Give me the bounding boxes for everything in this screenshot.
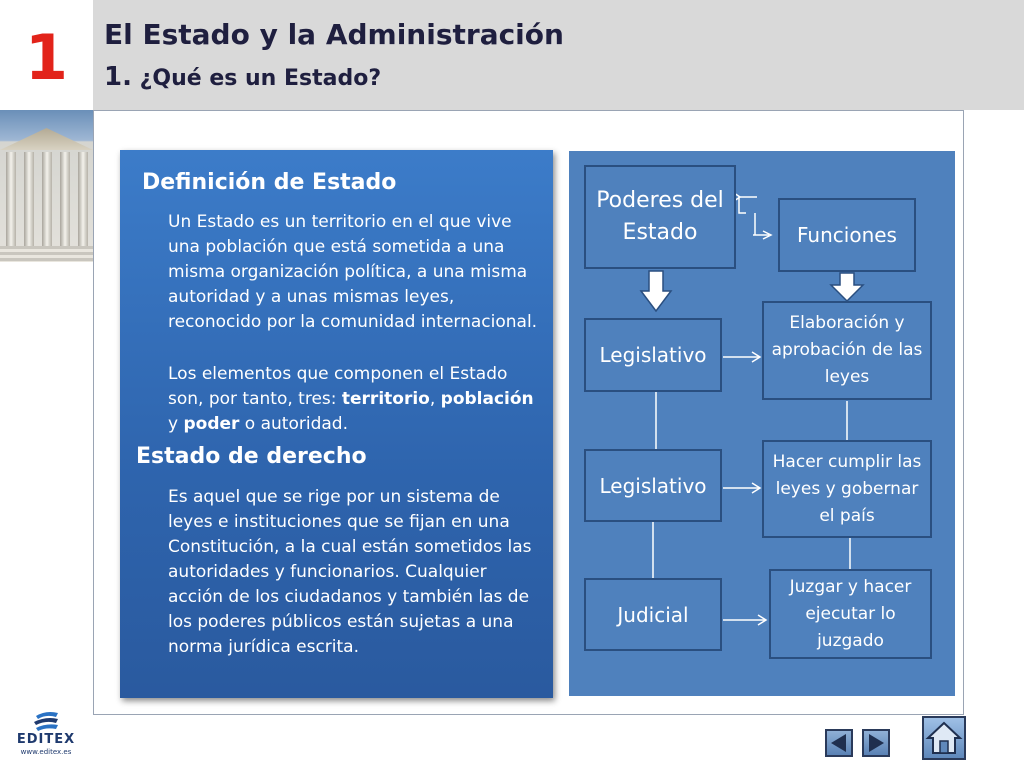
keyword-poblacion: población [440, 389, 534, 409]
building-column [42, 152, 52, 248]
estado-derecho-heading: Estado de derecho [136, 444, 367, 469]
link-arrow-icon [739, 197, 757, 213]
home-icon [924, 718, 964, 758]
building-column [24, 152, 34, 248]
powers-diagram [569, 151, 955, 696]
page-subtitle [104, 62, 381, 92]
node-function-3: Juzgar y hacer ejecutar lo juzgado [769, 569, 932, 659]
elements-sep: y [168, 414, 184, 434]
chapter-number: 1 [24, 21, 69, 94]
definition-heading: Definición de Estado [142, 170, 397, 195]
definition-paragraph [168, 210, 540, 335]
node-funciones: Funciones [778, 198, 916, 272]
parliament-building-image [0, 110, 93, 262]
prev-slide-button[interactable] [825, 729, 853, 757]
node-legislativo-2: Legislativo [584, 449, 722, 522]
page-title: El Estado y la Administración [104, 18, 564, 51]
node-poderes: Poderes del Estado [584, 165, 736, 269]
elements-sep: , [429, 389, 441, 409]
elements-text-start: Los elementos que componen el Estado son, por tanto, tres: [168, 364, 508, 409]
building-column [78, 152, 88, 248]
subtitle-number: 1. [104, 62, 132, 92]
next-slide-button[interactable] [862, 729, 890, 757]
node-legislativo-1: Legislativo [584, 318, 722, 392]
building-column [60, 152, 70, 248]
header-band [93, 0, 1024, 110]
definition-text: Un Estado es un territorio en el que vive una población que está sometida a una misma organización política, a una misma autoridad y a unas mismas leyes, reconocido por la comunidad internacional. [168, 212, 538, 332]
building-column [6, 152, 16, 248]
editex-logo-icon [32, 710, 60, 732]
node-judicial: Judicial [584, 578, 722, 651]
arrow-down-icon [641, 271, 671, 311]
node-function-2: Hacer cumplir las leyes y gobernar el país [762, 440, 932, 538]
editex-logo [14, 710, 78, 760]
chapter-strip [0, 0, 93, 110]
triangle-right-icon [864, 731, 888, 755]
node-function-1: Elaboración y aprobación de las leyes [762, 301, 932, 400]
estado-derecho-paragraph: Es aquel que se rige por un sistema de leyes e instituciones que se fijan en una Constitución, a la cual están sometidos las autoridades y funcionarios. Cualquier acción de los ciudadanos y también las de los poderes públicos están sujetas a una norma jurídica escrita. [168, 487, 532, 657]
elements-text-end: o autoridad. [239, 414, 348, 434]
keyword-poder: poder [183, 414, 240, 434]
arrow-down-icon [831, 273, 863, 301]
keyword-territorio: territorio [341, 389, 430, 409]
subtitle-text: ¿Qué es un Estado? [131, 66, 382, 91]
editex-url: www.editex.es [20, 748, 72, 756]
building-pediment [0, 128, 93, 150]
editex-logo-text: EDITEX [16, 732, 76, 747]
elements-paragraph [168, 362, 540, 437]
building-steps [0, 246, 93, 262]
triangle-left-icon [827, 731, 851, 755]
definition-panel [120, 150, 553, 698]
home-button[interactable] [922, 716, 966, 760]
